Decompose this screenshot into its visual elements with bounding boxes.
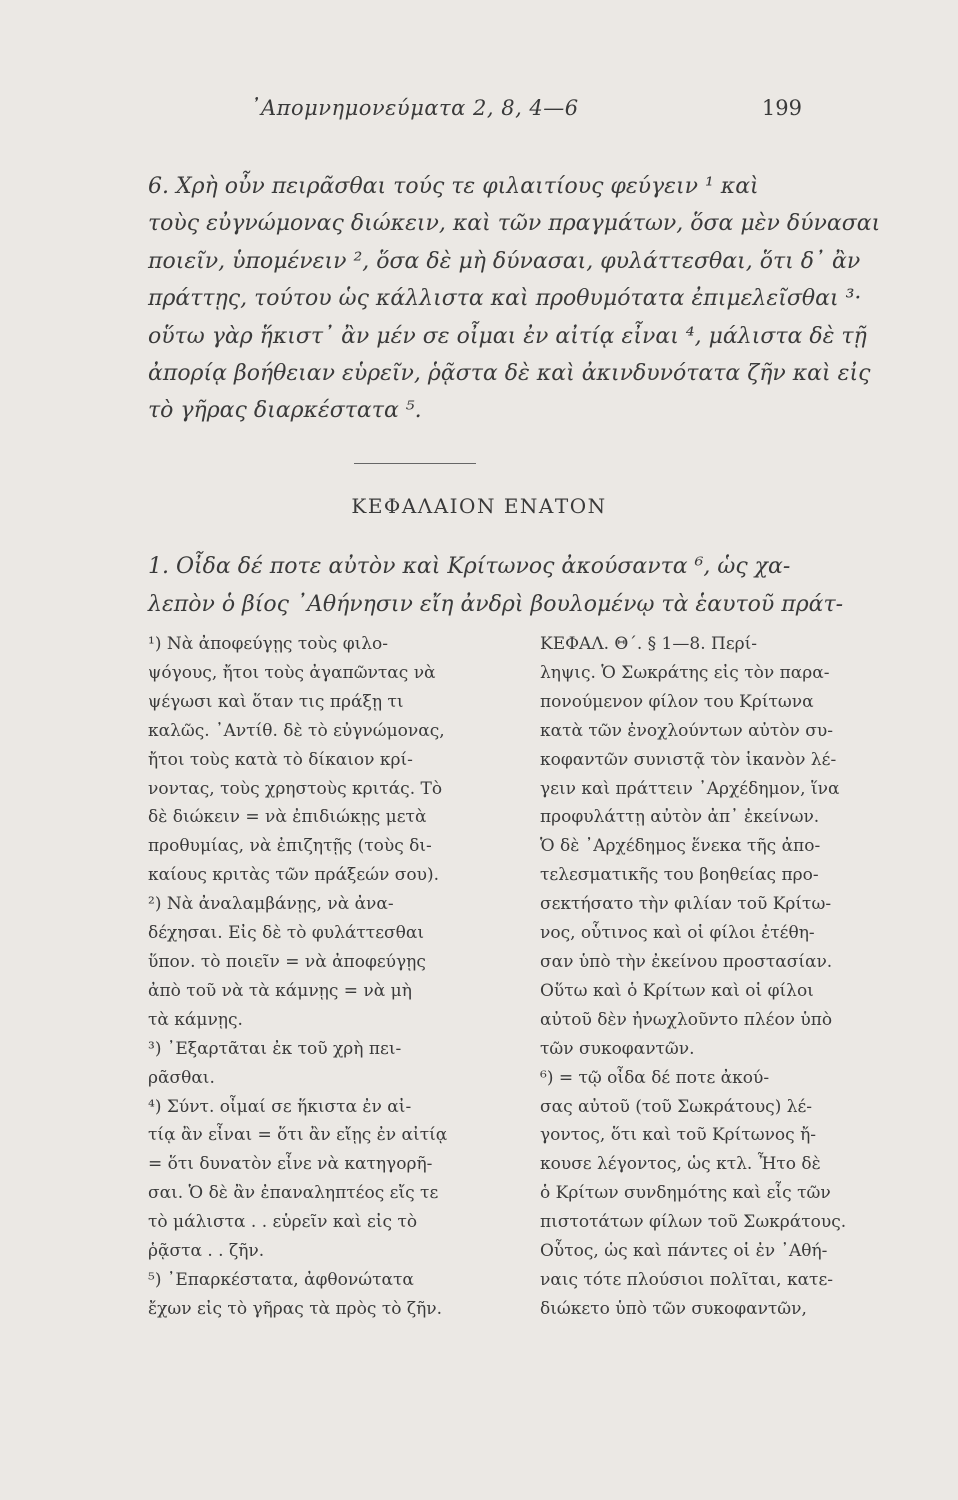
footnote-line: ⁶) = τῷ οἶδα δέ ποτε ἀκού-	[540, 1067, 770, 1088]
chapter-text-block	[148, 548, 844, 623]
footnote-line: ἤτοι τοὺς κατὰ τὸ δίκαιον κρί-	[148, 749, 413, 770]
footnote-line: ⁵) ᾿Επαρκέστατα, ἀφθονώτατα	[148, 1269, 414, 1290]
footnote-line: ἔχων εἰς τὸ γῆρας τὰ πρὸς τὸ ζῆν.	[148, 1298, 443, 1319]
footnote-line: πιστοτάτων φίλων τοῦ Σωκράτους.	[540, 1212, 847, 1233]
footnote-line: ΚΕΦΑΛ. Θ΄. § 1—8. Περί-	[540, 634, 758, 654]
footnote-line: ρᾶσθαι.	[148, 1067, 215, 1088]
footnote-line: τίᾳ ἂν εἶναι = ὅτι ἂν εἴῃς ἐν αἰτίᾳ	[148, 1125, 448, 1146]
footnote-line: ναις τότε πλούσιοι πολῖται, κατε-	[540, 1269, 834, 1290]
footnote-line: ἀπὸ τοῦ νὰ τὰ κάμνῃς = νὰ μὴ	[148, 980, 412, 1001]
footnote-line: ¹) Νὰ ἀποφεύγῃς τοὺς φιλο-	[148, 634, 389, 654]
footnotes-left-column	[148, 630, 448, 1324]
footnote-line: Οὗτος, ὡς καὶ πάντες οἱ ἐν ᾿Αθή-	[540, 1241, 828, 1262]
footnote-line: νοντας, τοὺς χρηστοὺς κριτάς. Τὸ	[148, 778, 443, 799]
text-line: οὕτω γὰρ ἥκιστ᾿ ἂν μέν σε οἶμαι ἐν αἰτίᾳ εἶναι ⁴, μάλιστα δὲ τῇ	[148, 323, 867, 349]
footnote-line: γοντος, ὅτι καὶ τοῦ Κρίτωνος ἤ-	[540, 1125, 817, 1146]
chapter-heading: ΚΕΦΑΛΑΙΟΝ ΕΝΑΤΟΝ	[351, 494, 607, 518]
footnote-line: ῥᾷστα . . ζῆν.	[148, 1241, 265, 1262]
section-divider	[354, 463, 476, 464]
text-line: 1. Οἶδα δέ ποτε αὐτὸν καὶ Κρίτωνος ἀκούσαντα ⁶, ὡς χα-	[148, 554, 791, 579]
text-line: πράττῃς, τούτου ὡς κάλλιστα καὶ προθυμότατα ἐπιμελεῖσθαι ³·	[148, 286, 862, 312]
page-header	[0, 96, 958, 136]
text-line: τοὺς εὐγνώμονας διώκειν, καὶ τῶν πραγμάτων, ὅσα μὲν δύνασαι	[148, 211, 881, 237]
footnote-line: Οὕτω καὶ ὁ Κρίτων καὶ οἱ φίλοι	[540, 980, 814, 1001]
footnote-line: ⁴) Σύντ. οἶμαί σε ἥκιστα ἐν αἰ-	[148, 1096, 412, 1117]
text-line: ἀπορίᾳ βοήθειαν εὑρεῖν, ῥᾷστα δὲ καὶ ἀκινδυνότατα ζῆν καὶ εἰς	[148, 361, 871, 387]
footnote-line: γειν καὶ πράττειν ᾿Αρχέδημον, ἵνα	[540, 778, 840, 799]
page-number: 199	[761, 96, 802, 120]
footnote-line: ὁ Κρίτων συνδημότης καὶ εἷς τῶν	[540, 1183, 831, 1204]
footnote-line: ²) Νὰ ἀναλαμβάνῃς, νὰ ἀνα-	[148, 894, 394, 915]
footnote-line: τὸ μάλιστα . . εὑρεῖν καὶ εἰς τὸ	[148, 1212, 418, 1233]
text-line: τὸ γῆρας διαρκέστατα ⁵.	[148, 398, 422, 424]
text-line: ποιεῖν, ὑπομένειν ², ὅσα δὲ μὴ δύνασαι, φυλάττεσθαι, ὅτι δ᾿ ἂν	[148, 248, 861, 274]
footnote-line: νος, οὗτινος καὶ οἱ φίλοι ἐτέθη-	[540, 923, 815, 944]
footnote-line: σαν ὑπὸ τὴν ἐκείνου προστασίαν.	[540, 951, 833, 972]
footnote-line: σας αὐτοῦ (τοῦ Σωκράτους) λέ-	[540, 1096, 813, 1117]
footnote-line: διώκετο ὑπὸ τῶν συκοφαντῶν,	[540, 1298, 807, 1319]
footnote-line: ³) ᾿Εξαρτᾶται ἐκ τοῦ χρὴ πει-	[148, 1038, 402, 1059]
footnote-line: ψέγωσι καὶ ὅταν τις πράξῃ τι	[148, 691, 404, 712]
footnote-line: τῶν συκοφαντῶν.	[540, 1038, 695, 1059]
footnote-line: τὰ κάμνῃς.	[148, 1009, 243, 1030]
running-title: ᾿Απομνημονεύματα 2, 8, 4—6	[250, 96, 579, 120]
footnote-line: προθυμίας, νὰ ἐπιζητῇς (τοὺς δι-	[148, 836, 432, 857]
footnote-line: ὕπον. τὸ ποιεῖν = νὰ ἀποφεύγῃς	[148, 951, 426, 972]
footnote-line: τελεσματικῆς του βοηθείας προ-	[540, 865, 819, 886]
footnote-line: ψόγους, ἤτοι τοὺς ἀγαπῶντας νὰ	[148, 662, 436, 683]
footnote-line: κουσε λέγοντος, ὡς κτλ. Ἦτο δὲ	[540, 1154, 821, 1175]
footnote-line: = ὅτι δυνατὸν εἶνε νὰ κατηγορῆ-	[148, 1154, 433, 1175]
footnote-line: καίους κριτὰς τῶν πράξεών σου).	[148, 865, 439, 886]
footnotes-right-column	[540, 630, 847, 1324]
footnote-line: Ὁ δὲ ᾿Αρχέδημος ἕνεκα τῆς ἀπο-	[540, 836, 821, 857]
footnote-line: προφυλάττῃ αὐτὸν ἀπ᾿ ἐκείνων.	[540, 807, 820, 828]
footnote-line: καλῶς. ᾿Αντίθ. δὲ τὸ εὐγνώμονας,	[148, 720, 445, 741]
footnote-line: αὐτοῦ δὲν ἠνωχλοῦντο πλέον ὑπὸ	[540, 1009, 833, 1030]
main-text-block	[148, 168, 881, 430]
text-line: 6. Χρὴ οὖν πειρᾶσθαι τούς τε φιλαιτίους φεύγειν ¹ καὶ	[148, 174, 759, 199]
footnote-line: κατὰ τῶν ἐνοχλούντων αὐτὸν συ-	[540, 720, 833, 741]
text-line: λεπὸν ὁ βίος ᾿Αθήνησιν εἴη ἀνδρὶ βουλομένῳ τὰ ἑαυτοῦ πράτ-	[148, 591, 844, 617]
footnote-line: σαι. Ὁ δὲ ἂν ἐπαναληπτέος εἴς τε	[148, 1183, 439, 1204]
footnote-line: κοφαντῶν συνιστᾷ τὸν ἱκανὸν λέ-	[540, 749, 837, 770]
footnote-line: δὲ διώκειν = νὰ ἐπιδιώκῃς μετὰ	[148, 807, 427, 828]
footnote-line: δέχησαι. Εἰς δὲ τὸ φυλάττεσθαι	[148, 923, 424, 944]
footnote-line: πονούμενον φίλον του Κρίτωνα	[540, 691, 814, 712]
footnote-line: σεκτήσατο τὴν φιλίαν τοῦ Κρίτω-	[540, 894, 832, 915]
footnote-line: ληψις. Ὁ Σωκράτης εἰς τὸν παρα-	[540, 662, 830, 683]
